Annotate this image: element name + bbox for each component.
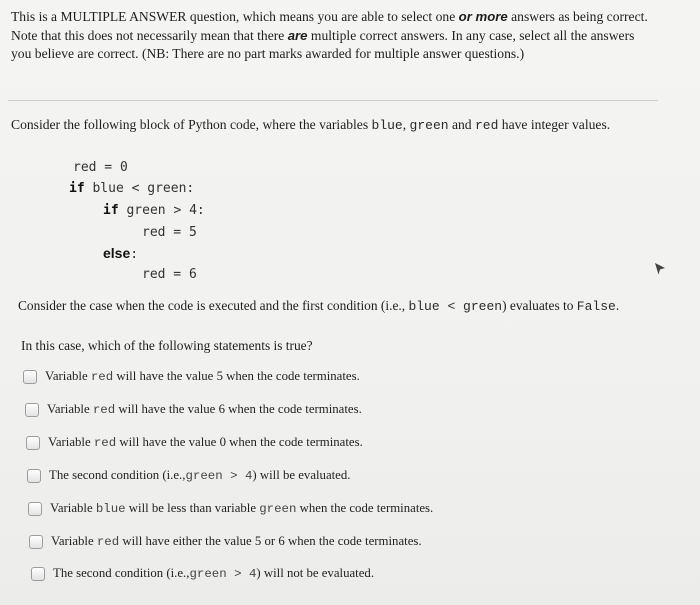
code-text: :: [130, 247, 139, 262]
text-part: ) evaluates to: [502, 298, 577, 313]
option-code: red: [93, 435, 117, 450]
option-text: will have the value 5 when the code terminates.: [116, 369, 360, 383]
code-line-4: red = 5: [142, 225, 197, 240]
keyword-if: if: [103, 203, 119, 218]
option-code: red: [92, 402, 116, 417]
code-line-5: [103, 245, 138, 262]
answer-option-3[interactable]: [26, 435, 363, 450]
option-text: The second condition (i.e.,: [53, 566, 190, 580]
code-line-2: [69, 181, 194, 196]
option-text: Variable: [45, 369, 88, 383]
var-green: green: [409, 118, 449, 133]
checkbox[interactable]: [25, 403, 39, 417]
option-code: green > 4: [189, 566, 257, 581]
checkbox[interactable]: [31, 567, 45, 581]
checkbox[interactable]: [27, 469, 41, 483]
code-line-6: red = 6: [142, 267, 197, 282]
instructions-part: answers as being correct. Note that this does not necessarily mean that there: [11, 9, 648, 43]
option-code: blue: [95, 501, 126, 516]
option-code: red: [96, 534, 120, 549]
instructions-part: multiple correct answers. In any case, select all the answers you believe are correct. (NB: There are no part marks awarded for multiple answer questions.): [11, 27, 635, 61]
checkbox[interactable]: [29, 535, 43, 549]
code-intro-text: [11, 116, 651, 136]
code-text: green > 4:: [118, 203, 205, 218]
option-code: red: [90, 369, 114, 384]
text-part: Consider the following block of Python code, where the variables: [11, 117, 372, 132]
option-text: Variable: [51, 534, 94, 548]
keyword-if: if: [69, 181, 85, 196]
option-text: ) will be evaluated.: [252, 468, 351, 482]
checkbox[interactable]: [23, 370, 37, 384]
option-text: Variable: [50, 501, 93, 515]
question-prompt: In this case, which of the following statements is true?: [21, 338, 313, 353]
answer-option-5[interactable]: [28, 501, 433, 516]
keyword-else: else: [103, 245, 131, 261]
option-code: green > 4: [185, 468, 253, 483]
var-red: red: [475, 118, 499, 133]
answer-option-6[interactable]: [29, 534, 422, 549]
checkbox[interactable]: [28, 502, 42, 516]
case-text: [18, 296, 658, 316]
var-blue: blue: [371, 118, 403, 133]
text-part: ,: [402, 117, 410, 132]
text-part: have integer values.: [498, 117, 611, 132]
answer-option-1[interactable]: [23, 369, 360, 384]
option-text: will be less than variable: [128, 501, 257, 515]
option-text: will have either the value 5 or 6 when the code terminates.: [122, 534, 422, 548]
option-code: green: [259, 501, 297, 516]
text-part: and: [448, 117, 475, 132]
option-text: Variable: [47, 402, 90, 416]
text-part: Consider the case when the code is executed and the first condition (i.e.,: [18, 298, 409, 313]
option-text: ) will not be evaluated.: [256, 566, 375, 580]
code-text: blue < green:: [84, 181, 195, 196]
answer-option-7[interactable]: [31, 566, 374, 581]
option-text: The second condition (i.e.,: [49, 468, 186, 482]
option-text: will have the value 0 when the code terminates.: [119, 435, 363, 449]
instructions-part: This is a MULTIPLE ANSWER question, which means you are able to select one: [11, 9, 459, 24]
option-text: will have the value 6 when the code terminates.: [118, 402, 362, 416]
text-part: .: [615, 298, 620, 313]
mouse-cursor-icon: [653, 262, 667, 276]
option-text: when the code terminates.: [299, 501, 434, 515]
false-code: False: [576, 299, 616, 314]
option-text: Variable: [48, 435, 91, 449]
code-line-3: [103, 203, 205, 218]
condition-code: blue < green: [408, 299, 503, 314]
code-line-1: red = 0: [73, 160, 128, 175]
answer-option-4[interactable]: [27, 468, 350, 483]
divider: [8, 100, 658, 101]
emphasis-or-more: or more: [458, 9, 508, 24]
answer-option-2[interactable]: [25, 402, 362, 417]
instructions-text: [11, 8, 651, 64]
checkbox[interactable]: [26, 436, 40, 450]
emphasis-are: are: [287, 27, 308, 43]
